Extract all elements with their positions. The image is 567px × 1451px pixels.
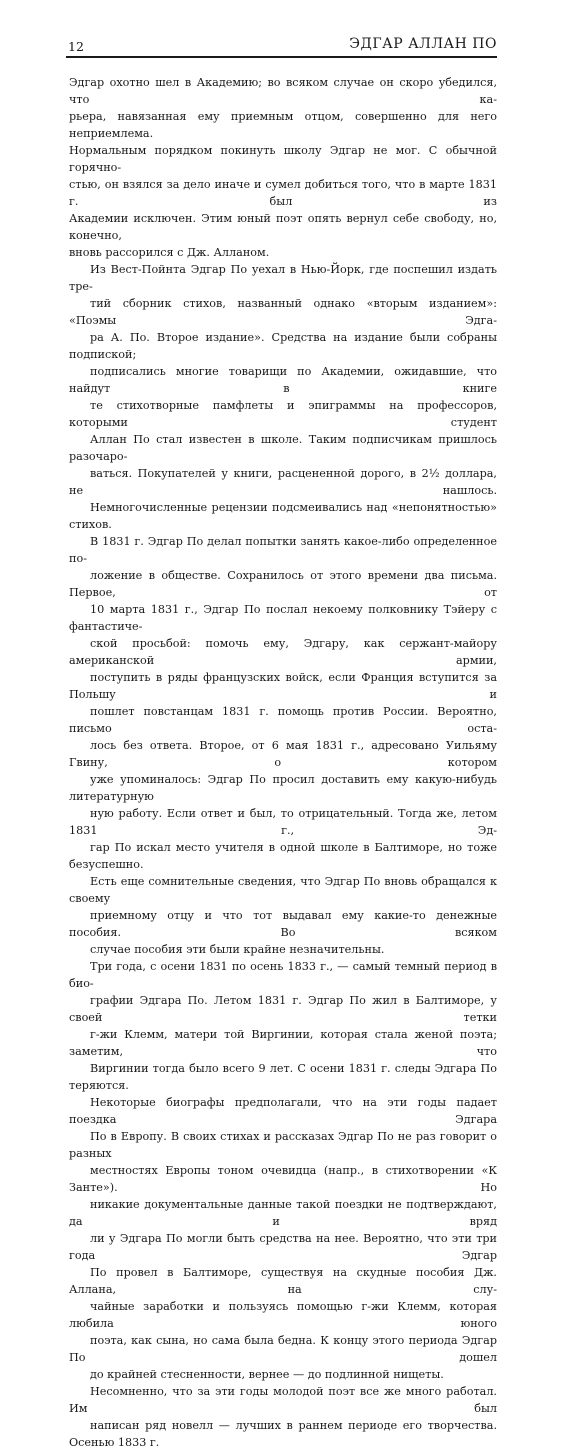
text-line: лось без ответа. Второе, от 6 мая 1831 г., адресовано Уильяму Гвину, о котором xyxy=(69,739,497,769)
text-line: Из Вест-Пойнта Эдгар По уехал в Нью-Йорк, где поспешил издать тре- xyxy=(69,263,497,293)
text-line: уже упоминалось: Эдгар По просил доставить ему какую-нибудь литературную xyxy=(69,773,497,803)
text-line: Есть еще сомнительные сведения, что Эдгар По вновь обращался к своему xyxy=(69,875,497,905)
text-line: Нормальным порядком покинуть школу Эдгар не мог. С обычной горячно- xyxy=(69,144,497,174)
text-line: ра А. По. Второе издание». Средства на издание были собраны подпиской; xyxy=(69,331,497,361)
paragraph xyxy=(69,533,497,958)
text-line: ской просьбой: помочь ему, Эдгару, как сержант-майору американской армии, xyxy=(69,637,497,667)
text-line: г-жи Клемм, матери той Виргинии, которая стала женой поэта; заметим, что xyxy=(69,1028,497,1058)
text-line: Академии исключен. Этим юный поэт опять вернул себе свободу, но, конечно, xyxy=(69,212,497,242)
text-line: те стихотворные памфлеты и эпиграммы на профессоров, которыми студент xyxy=(69,399,497,429)
text-line: В 1831 г. Эдгар По делал попытки занять какое-либо определенное по- xyxy=(69,535,497,565)
text-line: По в Европу. В своих стихах и рассказах Эдгар По не раз говорит о разных xyxy=(69,1130,497,1160)
header-rule xyxy=(66,56,497,58)
text-line: тий сборник стихов, названный однако «вторым изданием»: «Поэмы Эдга- xyxy=(69,297,497,327)
text-line: поступить в ряды французских войск, если Франция вступится за Польшу и xyxy=(69,671,497,701)
text-line: написан ряд новелл — лучших в раннем периоде его творчества. Осенью 1833 г. xyxy=(69,1419,497,1449)
text-line: поэта, как сына, но сама была бедна. К концу этого периода Эдгар По дошел xyxy=(69,1334,497,1364)
text-line: никакие документальные данные такой поездки не подтверждают, да и вряд xyxy=(69,1198,497,1228)
text-line: ложение в обществе. Сохранилось от этого времени два письма. Первое, от xyxy=(69,569,497,599)
text-line: Несомненно, что за эти годы молодой поэт все же много работал. Им был xyxy=(69,1385,497,1415)
paragraph xyxy=(69,1383,497,1451)
text-line: ную работу. Если ответ и был, то отрицательный. Тогда же, летом 1831 г., Эд- xyxy=(69,807,497,837)
text-line: Аллан По стал известен в школе. Таким подписчикам пришлось разочаро- xyxy=(69,433,497,463)
text-line: пошлет повстанцам 1831 г. помощь против России. Вероятно, письмо оста- xyxy=(69,705,497,735)
page-body xyxy=(69,74,497,1451)
text-line: Немногочисленные рецензии подсмеивались над «непонятностью» стихов. xyxy=(69,501,497,531)
text-line: случае пособия эти были крайне незначительны. xyxy=(90,943,385,956)
text-line: вновь рассорился с Дж. Алланом. xyxy=(69,246,270,259)
text-line: ваться. Покупателей у книги, расцененной дорого, в 2½ доллара, не нашлось. xyxy=(69,467,497,497)
text-line: ли у Эдгара По могли быть средства на нее. Вероятно, что эти три года Эдгар xyxy=(69,1232,497,1262)
text-line: до крайней стесненности, вернее — до подлинной нищеты. xyxy=(90,1368,444,1381)
page-number: 12 xyxy=(68,39,84,54)
text-line: рьера, навязанная ему приемным отцом, совершенно для него неприемлема. xyxy=(69,110,497,140)
paragraph xyxy=(69,74,497,261)
paragraph xyxy=(69,958,497,1383)
text-line: 10 марта 1831 г., Эдгар По послал некоему полковнику Тэйеру с фантастиче- xyxy=(69,603,497,633)
text-line: местностях Европы тоном очевидца (напр., в стихотворении «К Занте»). Но xyxy=(69,1164,497,1194)
paragraph xyxy=(69,261,497,533)
page-header xyxy=(66,35,497,58)
text-line: приемному отцу и что тот выдавал ему какие-то денежные пособия. Во всяком xyxy=(69,909,497,939)
running-title: ЭДГАР АЛЛАН ПО xyxy=(349,36,497,52)
text-line: Три года, с осени 1831 по осень 1833 г., — самый темный период в био- xyxy=(69,960,497,990)
text-line: Виргинии тогда было всего 9 лет. С осени 1831 г. следы Эдгара По теряются. xyxy=(69,1062,497,1092)
text-line: Эдгар охотно шел в Академию; во всяком случае он скоро убедился, что ка- xyxy=(69,76,497,106)
text-line: стью, он взялся за дело иначе и сумел добиться того, что в марте 1831 г. был из xyxy=(69,178,497,208)
text-line: чайные заработки и пользуясь помощью г-жи Клемм, которая любила юного xyxy=(69,1300,497,1330)
text-line: подписались многие товарищи по Академии, ожидавшие, что найдут в книге xyxy=(69,365,497,395)
text-line: гар По искал место учителя в одной школе в Балтиморе, но тоже безуспешно. xyxy=(69,841,497,871)
text-line: Некоторые биографы предполагали, что на эти годы падает поездка Эдгара xyxy=(69,1096,497,1126)
text-line: графии Эдгара По. Летом 1831 г. Эдгар По жил в Балтиморе, у своей тетки xyxy=(69,994,497,1024)
text-line: По провел в Балтиморе, существуя на скудные пособия Дж. Аллана, на слу- xyxy=(69,1266,497,1296)
